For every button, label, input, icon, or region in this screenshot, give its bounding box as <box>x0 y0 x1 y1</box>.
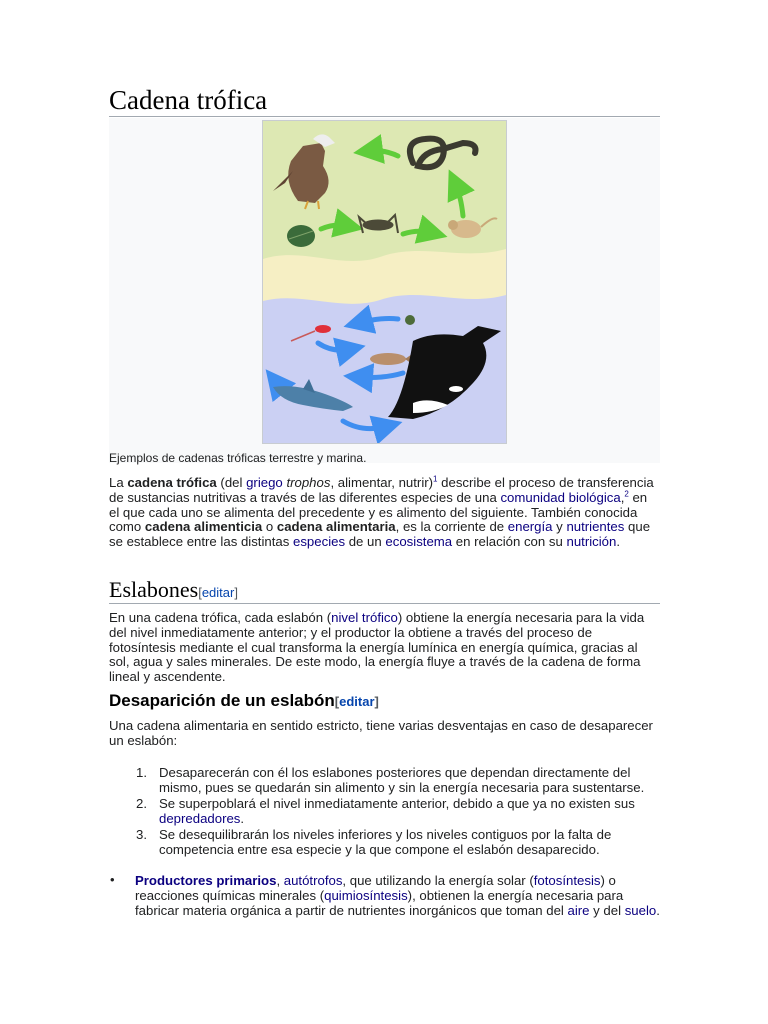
edit-link-desaparicion[interactable]: editar <box>339 694 375 709</box>
figure-caption: Ejemplos de cadenas tróficas terrestre y marina. <box>109 451 367 465</box>
link-productores-primarios[interactable]: Productores primarios <box>135 873 277 888</box>
link-griego[interactable]: griego <box>246 475 283 490</box>
section-heading-eslabones: Eslabones[editar] <box>109 577 238 602</box>
producers-list <box>109 874 660 918</box>
link-autotrofos[interactable]: autótrofos <box>283 873 343 888</box>
link-fotosintesis[interactable]: fotosíntesis <box>533 873 601 888</box>
figure-thumbnail <box>109 118 660 463</box>
link-depredadores[interactable]: depredadores <box>159 810 241 826</box>
leaf-icon <box>287 225 315 247</box>
food-chain-illustration <box>263 121 506 443</box>
link-ecosistema[interactable]: ecosistema <box>385 534 453 550</box>
link-suelo[interactable]: suelo <box>624 902 657 918</box>
list-item: • Productores primarios, autótrofos, que utilizando la energía solar (fotosíntesis) o reacciones químicas minerales (quimiosíntesis), obtienen la energía necesaria para fabricar materia orgánica a partir de nutrientes inorgánicos que toman del aire y del suelo. <box>110 872 660 918</box>
section-heading-desaparicion: Desaparición de un eslabón[editar] <box>109 691 379 710</box>
consequences-list <box>109 766 669 859</box>
algae-icon <box>405 315 415 325</box>
edit-link-eslabones[interactable]: editar <box>201 585 235 600</box>
link-energia[interactable]: energía <box>507 519 553 535</box>
intro-paragraph: La cadena trófica (del griego trophos, alimentar, nutrir)$^1$ describe el proceso de transferencia de sustancias nutritivas a través de las diferentes especies de una comunidad biológica,$^2$ en el que cada uno se alimenta del precedente y es alimento del siguiente. También conocida como cadena alimenticia o cadena alimentaria, es la corriente de energía y nutrientes que se establece entre las distintas especies de un ecosistema en relación con su nutrición. <box>109 474 654 550</box>
page-title: Cadena trófica <box>109 85 268 115</box>
title-divider <box>109 116 660 117</box>
link-especies[interactable]: especies <box>293 534 346 550</box>
list-item: 3. Se desequilibrarán los niveles inferiores y los niveles contiguos por la falta de competencia entre esa especie y la que compone el eslabón desaparecido. <box>136 827 612 857</box>
list-item: 2. Se superpoblará el nivel inmediatamente anterior, debido a que ya no existen sus depredadores. <box>136 796 635 826</box>
food-chain-image[interactable] <box>262 120 507 444</box>
link-nutrientes[interactable]: nutrientes <box>566 519 625 535</box>
ref-1[interactable]: 1 <box>433 474 438 484</box>
list-item: 1. Desaparecerán con él los eslabones posteriores que dependan directamente del mismo, pues se quedarán sin alimento y sin la energía necesaria para sustentarse. <box>136 765 645 795</box>
edit-section-eslabones: [editar] <box>198 585 238 600</box>
link-nutricion[interactable]: nutrición <box>566 534 617 550</box>
section-divider <box>109 603 660 604</box>
edit-section-desaparicion: [editar] <box>334 694 379 709</box>
ref-2[interactable]: 2 <box>624 489 629 499</box>
link-nivel-trofico[interactable]: nivel trófico <box>331 610 398 625</box>
eslabones-paragraph: En una cadena trófica, cada eslabón (nivel trófico) obtiene la energía necesaria para la vida del nivel inmediatamente anterior; y el productor la obtiene a través del proceso de fotosíntesis mediante el cual transforma la energía lumínica en energía química, gracias al sol, agua y sales minerales. De este modo, la energía fluye a través de la cadena de forma lineal y ascendente. <box>109 610 645 685</box>
link-aire[interactable]: aire <box>567 902 590 918</box>
link-quimiosintesis[interactable]: quimiosíntesis <box>324 887 408 903</box>
link-comunidad-biologica[interactable]: comunidad biológica <box>500 489 621 505</box>
desaparicion-paragraph: Una cadena alimentaria en sentido estricto, tiene varias desventajas en caso de desaparecer un eslabón: <box>109 718 653 748</box>
